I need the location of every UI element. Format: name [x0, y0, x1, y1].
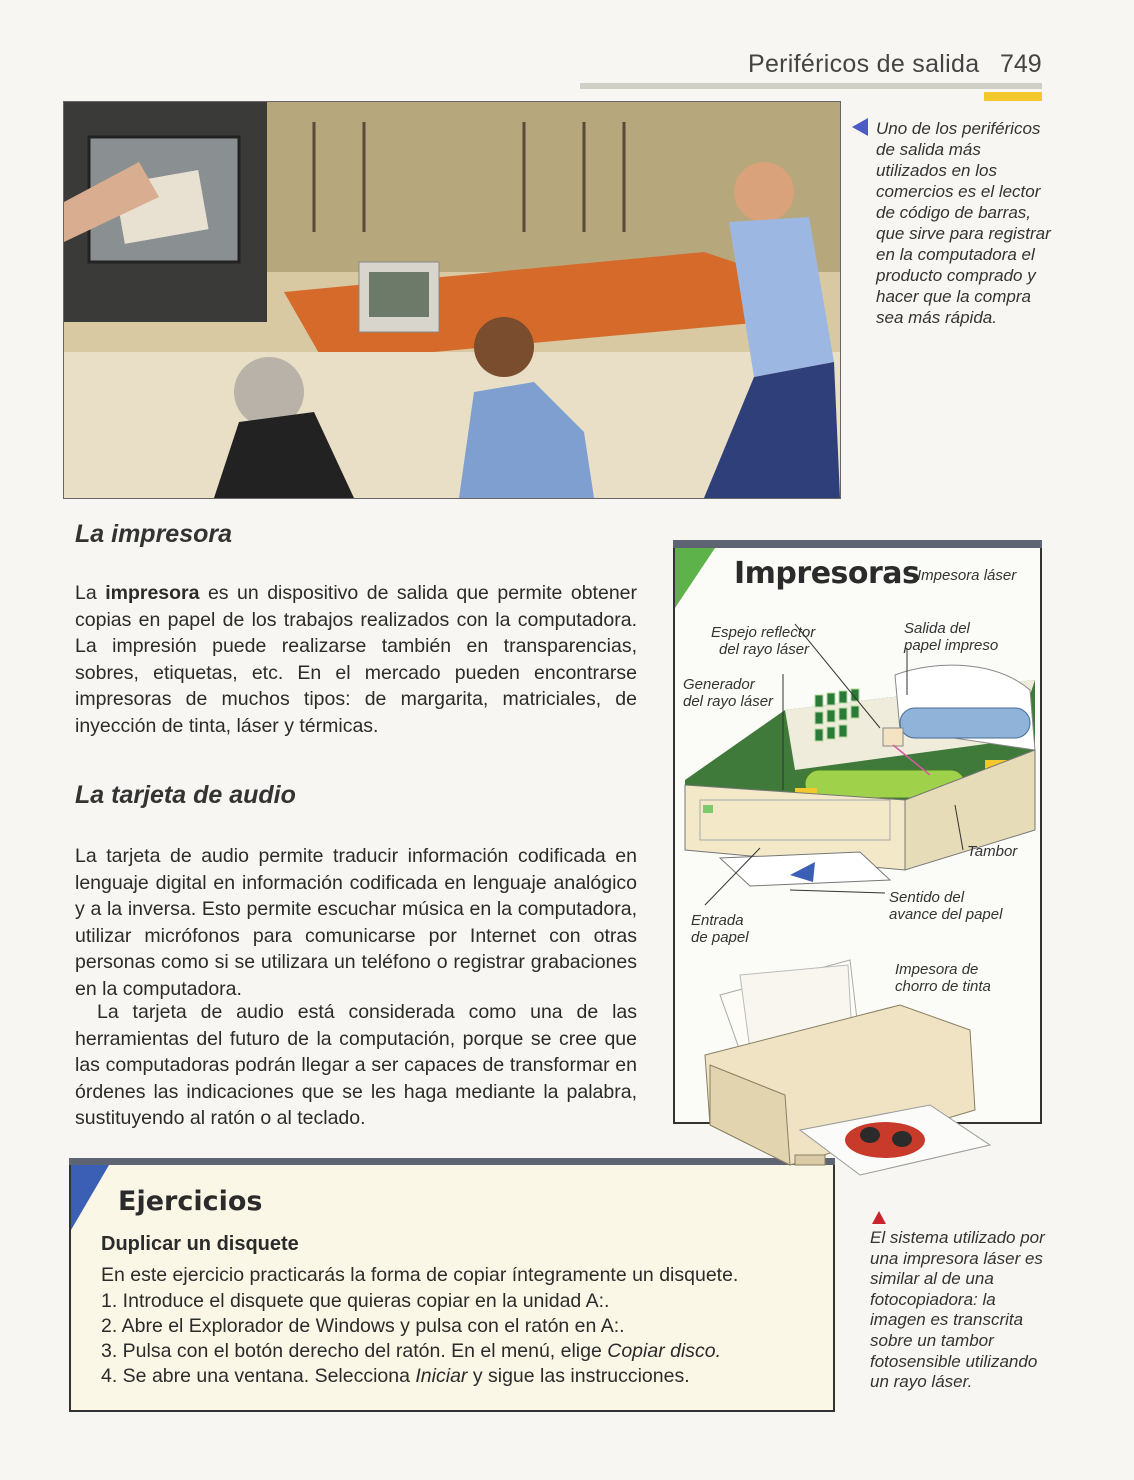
audio-paragraph-1: La tarjeta de audio permite traducir información codificada en lenguaje digital en información codificada en lenguaje analógico y a la inversa. Esto permite escuchar música en la computadora, utilizar micrófonos para comunicarse por Internet con otras personas como si se utilizara un teléfono o registrar grabaciones en la computadora.: [75, 845, 637, 1000]
header-color-tab: [984, 92, 1042, 101]
infobox-top-bar: [673, 540, 1042, 548]
exercises-corner-accent: [71, 1165, 109, 1230]
photo-caption: Uno de los periféricos de salida más utilizados en los comercios es el lector de código de barras, que sirve para registrar en la computadora el producto comprado y hacer que la compra sea más rápida.: [876, 119, 1051, 327]
section-heading-printer: La impresora: [75, 520, 233, 548]
header-rule: [580, 83, 1042, 89]
exercise-step-4: 4. Se abre una ventana. Selecciona Iniciar y sigue las instrucciones.: [101, 1365, 690, 1387]
store-checkout-photo: [63, 101, 841, 499]
exercise-subtitle: Duplicar un disquete: [101, 1233, 299, 1255]
audio-paragraph-2: La tarjeta de audio está considerada como una de las herramientas del futuro de la computación, porque se cree que las computadoras podrán llegar a ser capaces de transformar en órdenes las indicaciones que se les haga mediante la palabra, sustituyendo al ratón o al teclado.: [75, 1001, 637, 1129]
label-output-1: Salida del: [904, 620, 970, 637]
label-input-1: Entrada: [691, 912, 744, 929]
label-generator-1: Generador: [683, 676, 755, 693]
caption-arrow-up-icon: [872, 1211, 886, 1224]
inkjet-printer-illustration: [700, 955, 1000, 1185]
infobox-corner-accent: [675, 548, 715, 608]
label-drum: Tambor: [967, 843, 1018, 860]
label-direction-1: Sentido del: [889, 889, 965, 906]
label-output-2: papel impreso: [904, 637, 999, 654]
label-generator-2: del rayo láser: [683, 693, 774, 710]
label-inkjet-1: Impesora de: [895, 961, 979, 978]
running-header-title: Periféricos de salida: [748, 50, 980, 78]
label-mirror-2: del rayo láser: [719, 641, 810, 658]
printer-paragraph: La impresora es un dispositivo de salida que permite obtener copias en papel de los trabajos realizados con la computadora. La impresión puede realizarse también en transparencias, sobres, etiquetas, etc. En el mercado pueden encontrarse impresoras de muchos tipos: de margarita, matriciales, de inyección de tinta, láser y térmicas.: [75, 582, 638, 737]
label-input-2: de papel: [691, 929, 749, 946]
page-number: 749: [1000, 50, 1042, 78]
label-laser-printer: Impesora láser: [917, 567, 1017, 584]
exercise-intro: En este ejercicio practicarás la forma de copiar íntegramente un disquete.: [101, 1264, 739, 1286]
exercise-step-1: 1. Introduce el disquete que quieras copiar en la unidad A:.: [101, 1290, 610, 1312]
exercises-title: Ejercicios: [118, 1186, 263, 1217]
infobox-title: Impresoras: [734, 556, 920, 591]
label-inkjet-2: chorro de tinta: [895, 978, 991, 995]
exercise-step-3: 3. Pulsa con el botón derecho del ratón. En el menú, elige Copiar disco.: [101, 1340, 722, 1362]
section-heading-audio: La tarjeta de audio: [75, 781, 296, 809]
label-direction-2: avance del papel: [889, 906, 1003, 923]
exercise-step-2: 2. Abre el Explorador de Windows y pulsa con el ratón en A:.: [101, 1315, 625, 1337]
label-mirror-1: Espejo reflector: [711, 624, 816, 641]
laser-caption: El sistema utilizado por una impresora láser es similar al de una fotocopiadora: la imagen es transcrita sobre un tambor fotosensible utilizando un rayo láser.: [870, 1228, 1045, 1392]
caption-arrow-icon: [852, 118, 868, 136]
